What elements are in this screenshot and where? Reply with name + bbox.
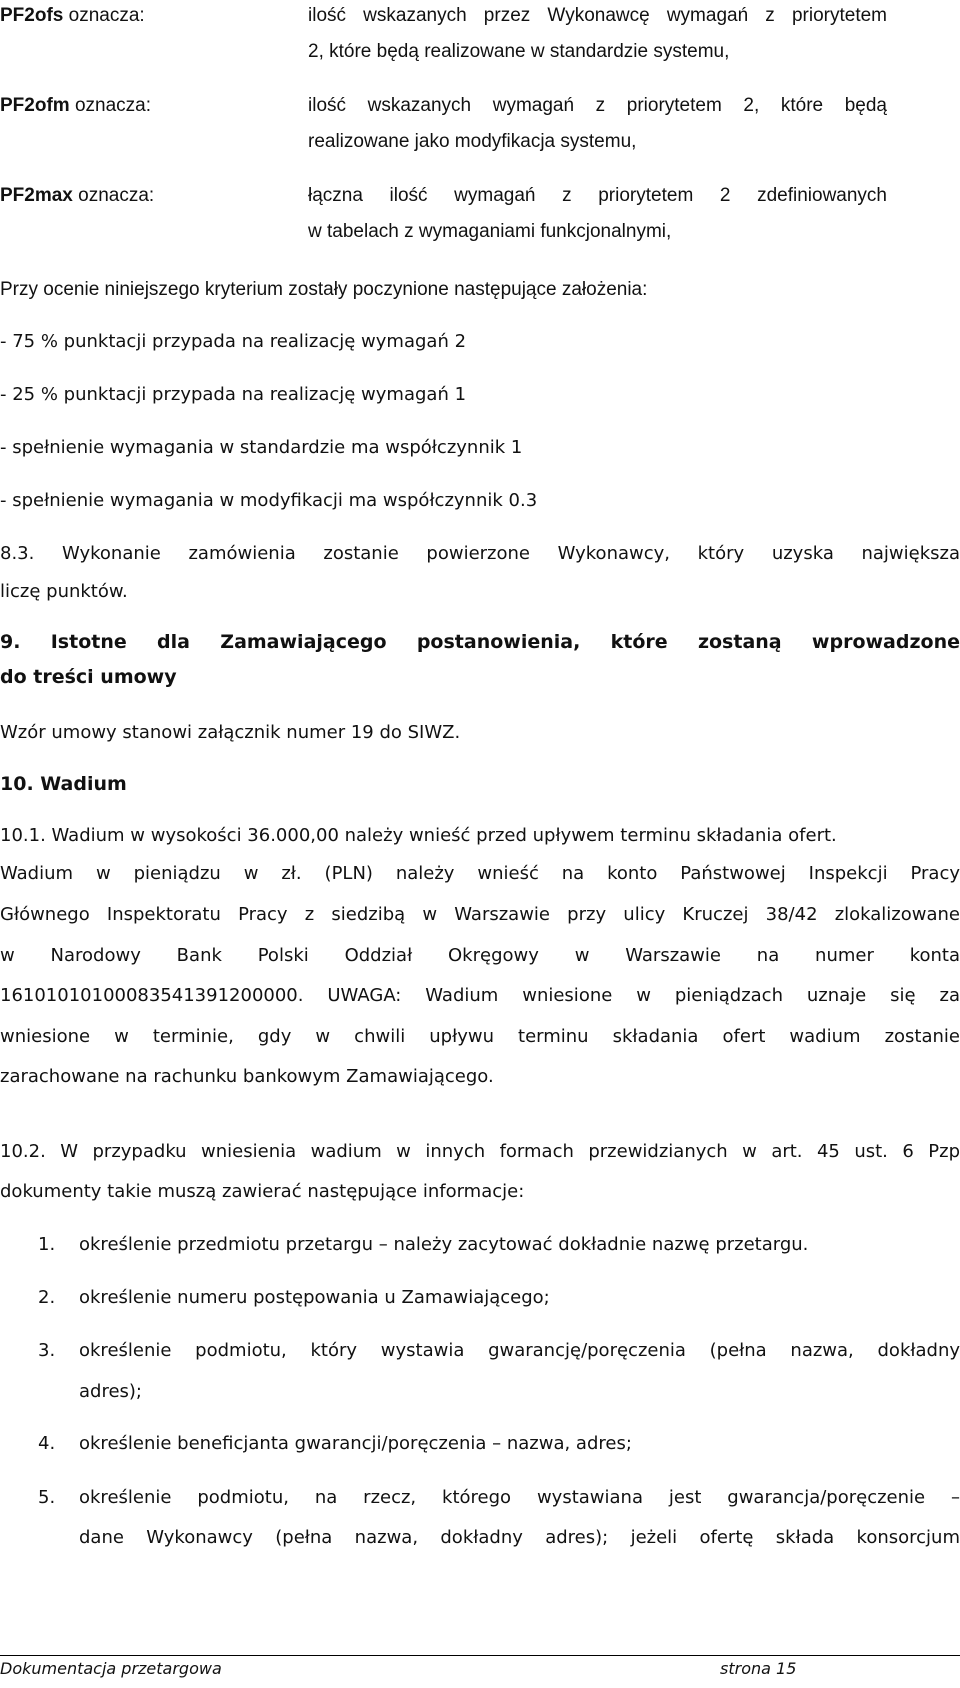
- definition-text: łączna ilość wymagań z priorytetem 2 zdefiniowanych: [308, 185, 887, 206]
- assumption-item: - 25 % punktacji przypada na realizację wymagań 1: [0, 384, 467, 405]
- list-number: 3.: [38, 1340, 56, 1361]
- wadium-paragraph: Wadium w pieniądzu w zł. (PLN) należy wnieść na konto Państwowej Inspekcji Pracy: [0, 863, 960, 884]
- list-item: określenie beneficjanta gwarancji/poręczenia – nazwa, adres;: [79, 1433, 632, 1454]
- definition-term: [0, 184, 154, 208]
- wadium-paragraph: 10.1. Wadium w wysokości 36.000,00 należy wnieść przed upływem terminu składania ofert.: [0, 825, 837, 846]
- term-name: PF2ofs: [0, 5, 64, 26]
- definition-text: 2, które będą realizowane w standardzie systemu,: [308, 41, 730, 62]
- section-8-3-text: liczę punktów.: [0, 581, 128, 602]
- wadium-paragraph: 10.2. W przypadku wniesienia wadium w innych formach przewidzianych w art. 45 ust. 6 Pzp: [0, 1141, 960, 1162]
- section-9-text: Wzór umowy stanowi załącznik numer 19 do SIWZ.: [0, 722, 461, 743]
- assumption-item: - spełnienie wymagania w modyfikacji ma współczynnik 0.3: [0, 490, 538, 511]
- list-item: określenie podmiotu, na rzecz, którego wystawiana jest gwarancja/poręczenie –: [79, 1487, 960, 1508]
- assumption-item: - spełnienie wymagania w standardzie ma współczynnik 1: [0, 437, 523, 458]
- list-item: adres);: [79, 1381, 142, 1402]
- wadium-paragraph: zarachowane na rachunku bankowym Zamawiającego.: [0, 1066, 494, 1087]
- term-suffix: oznacza:: [69, 95, 152, 116]
- page-number: strona 15: [720, 1659, 797, 1678]
- definition-term: [0, 94, 151, 118]
- term-name: PF2ofm: [0, 95, 70, 116]
- list-number: 4.: [38, 1433, 56, 1454]
- definition-text: w tabelach z wymaganiami funkcjonalnymi,: [308, 221, 672, 242]
- term-suffix: oznacza:: [63, 5, 145, 26]
- footer-divider: [0, 1655, 960, 1656]
- wadium-paragraph: Głównego Inspektoratu Pracy z siedzibą w Warszawie przy ulicy Kruczej 38/42 zlokalizowane: [0, 904, 960, 925]
- list-item: dane Wykonawcy (pełna nazwa, dokładny adres); jeżeli ofertę składa konsorcjum: [79, 1527, 960, 1548]
- term-name: PF2max: [0, 185, 73, 206]
- wadium-paragraph: 16101010100083541391200000. UWAGA: Wadium wniesione w pieniądzach uznaje się za: [0, 985, 960, 1006]
- section-9-heading: 9. Istotne dla Zamawiającego postanowienia, które zostaną wprowadzone: [0, 631, 960, 653]
- list-item: określenie podmiotu, który wystawia gwarancję/poręczenia (pełna nazwa, dokładny: [79, 1340, 960, 1361]
- definition-text: realizowane jako modyfikacja systemu,: [308, 131, 637, 152]
- section-9-heading: do treści umowy: [0, 666, 177, 688]
- footer-title: Dokumentacja przetargowa: [0, 1659, 222, 1678]
- list-item: określenie przedmiotu przetargu – należy zacytować dokładnie nazwę przetargu.: [79, 1234, 809, 1255]
- list-item: określenie numeru postępowania u Zamawiającego;: [79, 1287, 550, 1308]
- wadium-paragraph: w Narodowy Bank Polski Oddział Okręgowy w Warszawie na numer konta: [0, 945, 960, 966]
- definition-text: ilość wskazanych wymagań z priorytetem 2, które będą: [308, 95, 887, 116]
- assumptions-intro: Przy ocenie niniejszego kryterium zostały poczynione następujące założenia:: [0, 279, 648, 300]
- wadium-paragraph: dokumenty takie muszą zawierać następujące informacje:: [0, 1181, 525, 1202]
- term-suffix: oznacza:: [72, 185, 155, 206]
- list-number: 5.: [38, 1487, 56, 1508]
- section-8-3-text: 8.3. Wykonanie zamówienia zostanie powierzone Wykonawcy, który uzyska największa: [0, 543, 960, 564]
- assumption-item: - 75 % punktacji przypada na realizację wymagań 2: [0, 331, 467, 352]
- list-number: 2.: [38, 1287, 56, 1308]
- wadium-paragraph: wniesione w terminie, gdy w chwili upływu terminu składania ofert wadium zostanie: [0, 1026, 960, 1047]
- section-10-heading: 10. Wadium: [0, 773, 127, 795]
- definition-text: ilość wskazanych przez Wykonawcę wymagań z priorytetem: [308, 5, 887, 26]
- definition-term: [0, 4, 145, 28]
- list-number: 1.: [38, 1234, 56, 1255]
